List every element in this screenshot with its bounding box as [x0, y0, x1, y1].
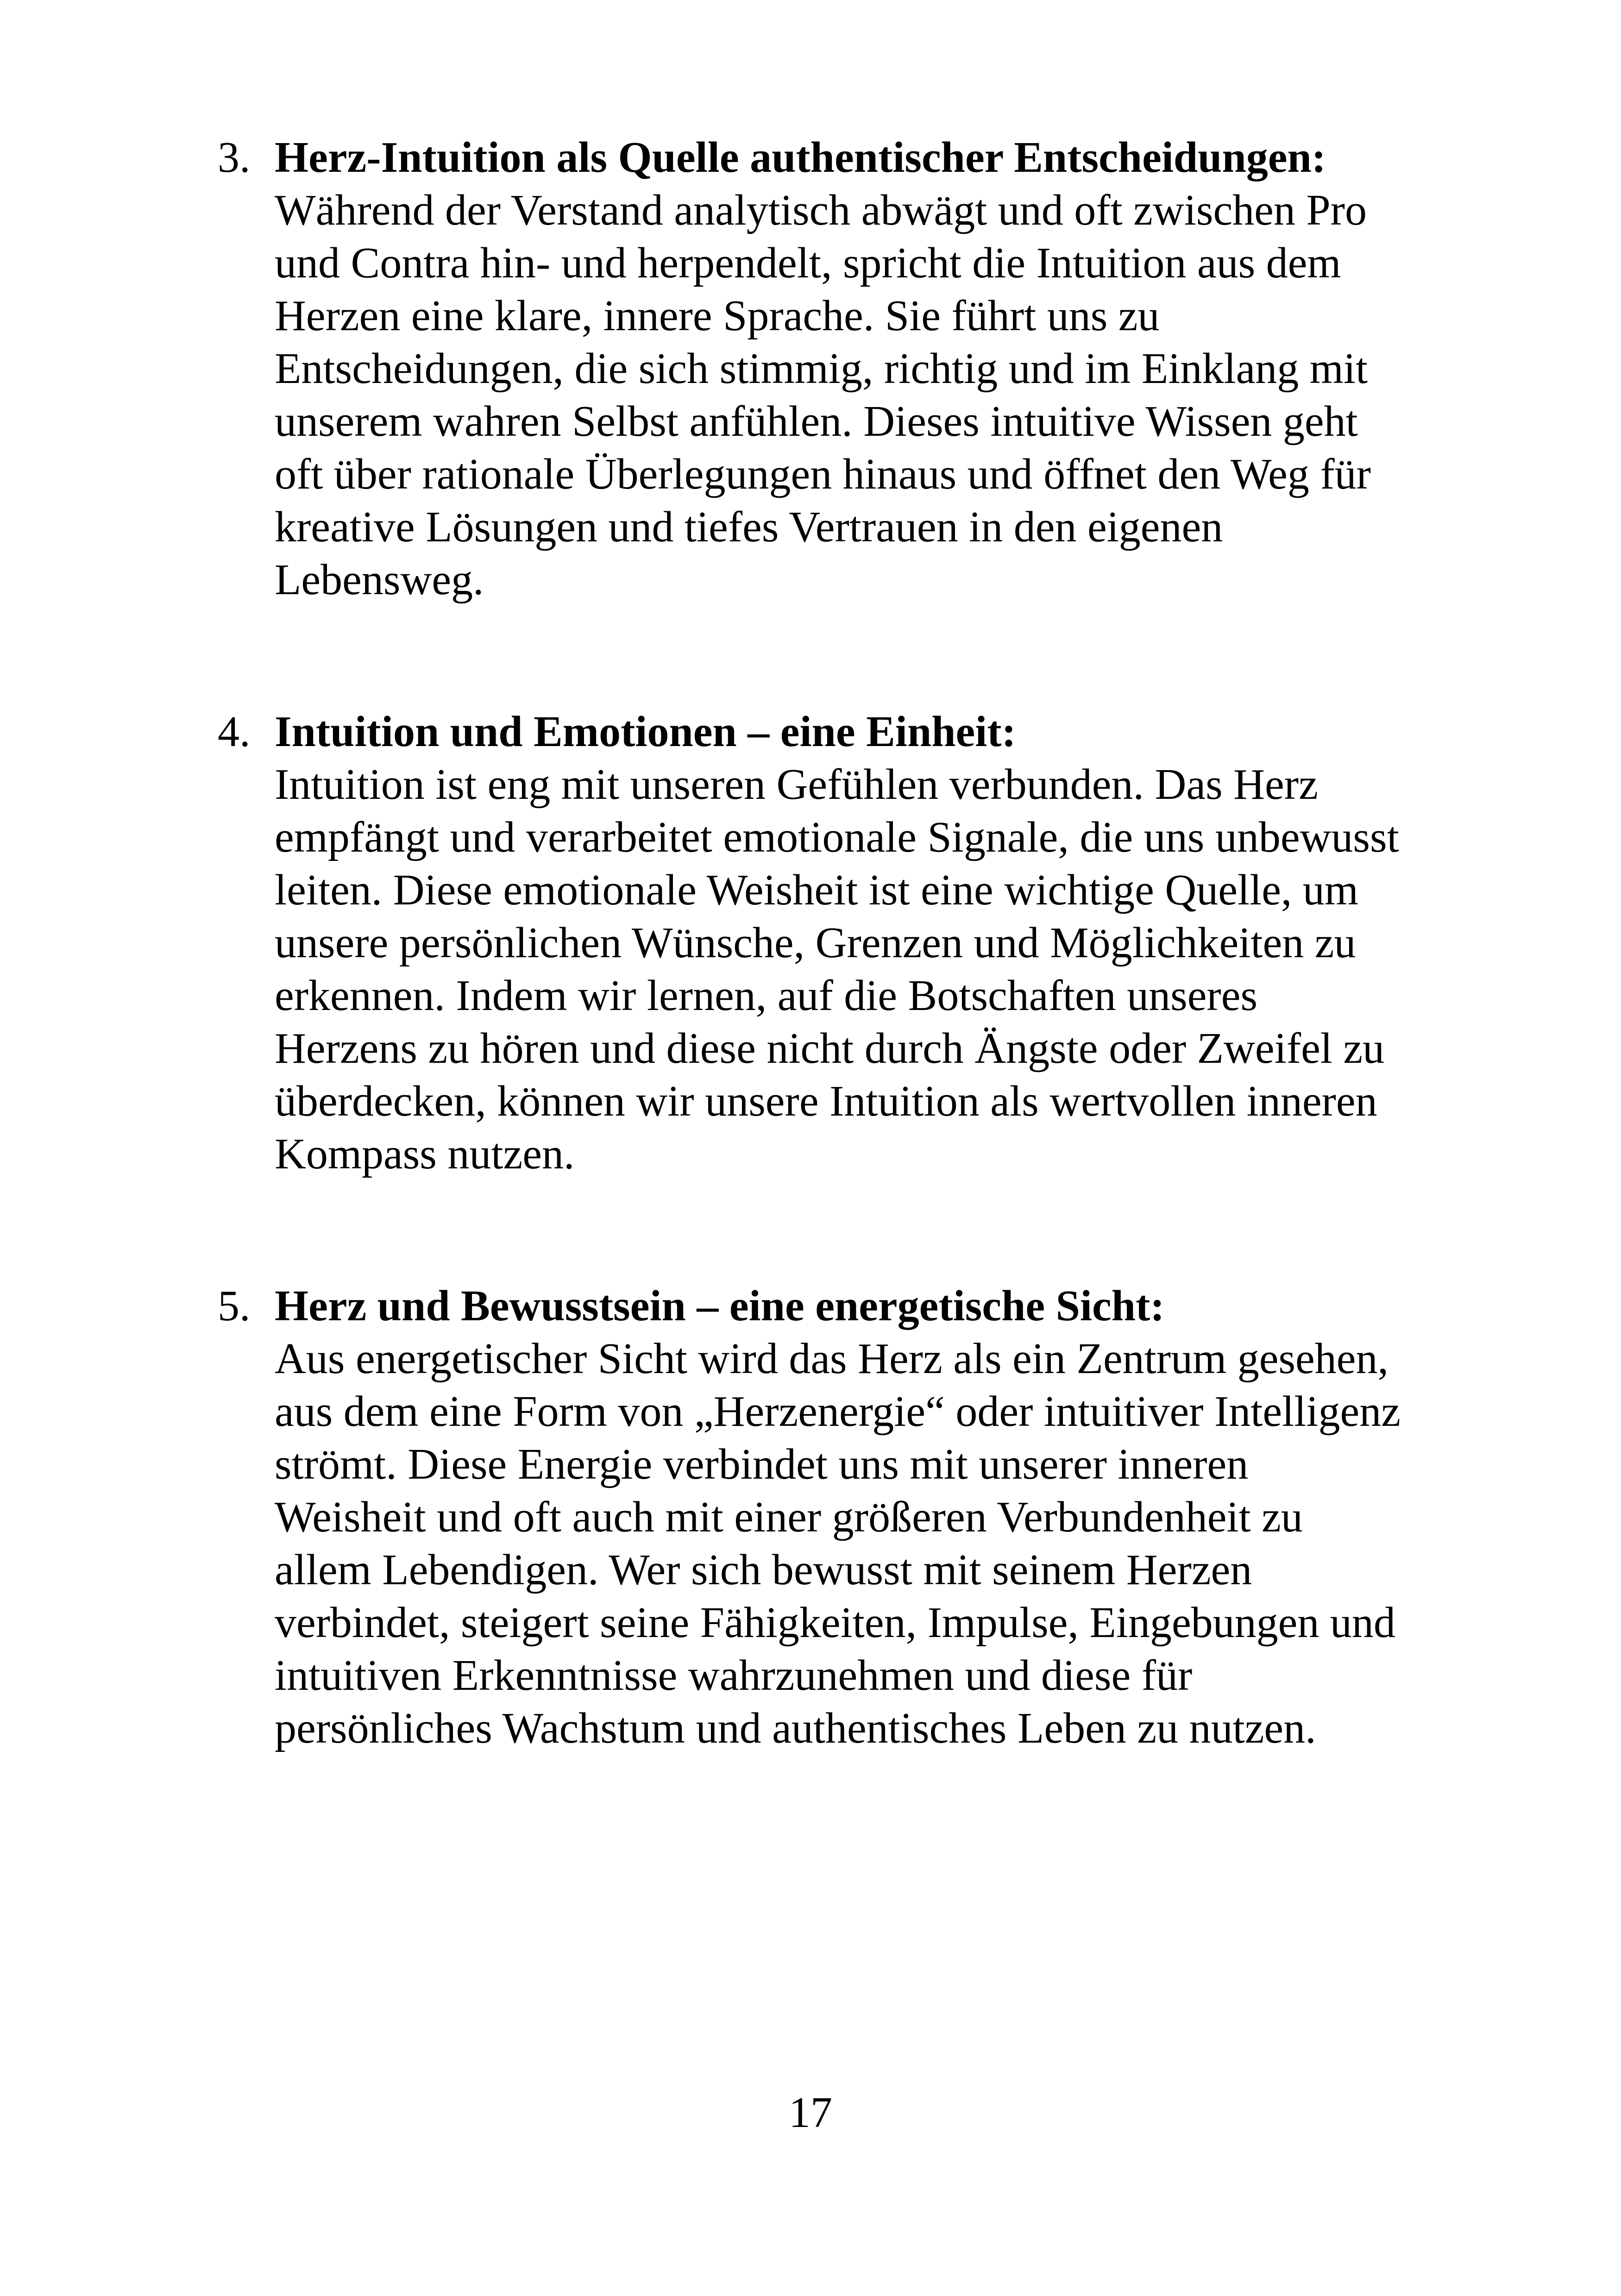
paragraph-line: Intuition ist eng mit unseren Gefühlen verbunden. Das Herz	[275, 760, 1318, 809]
list-item-body	[275, 705, 1497, 1180]
paragraph-line: Weisheit und oft auch mit einer größeren Verbundenheit zu	[275, 1493, 1303, 1541]
paragraph-line: Lebensweg.	[275, 556, 484, 604]
paragraph-line: Aus energetischer Sicht wird das Herz als ein Zentrum gesehen,	[275, 1335, 1389, 1383]
list-item-body	[275, 131, 1497, 606]
section-heading: Herz-Intuition als Quelle authentischer Entscheidungen:	[275, 133, 1326, 182]
paragraph-line: Während der Verstand analytisch abwägt und oft zwischen Pro	[275, 186, 1367, 234]
paragraph-line: erkennen. Indem wir lernen, auf die Botschaften unseres	[275, 972, 1258, 1020]
paragraph-line: strömt. Diese Energie verbindet uns mit unserer inneren	[275, 1440, 1249, 1488]
paragraph-line: persönliches Wachstum und authentisches Leben zu nutzen.	[275, 1704, 1316, 1752]
paragraph-line: überdecken, können wir unsere Intuition als wertvollen inneren	[275, 1077, 1377, 1125]
section-heading: Herz und Bewusstsein – eine energetische Sicht:	[275, 1282, 1165, 1330]
list-number: 4.	[218, 708, 251, 756]
paragraph-line: Herzen eine klare, innere Sprache. Sie führt uns zu	[275, 292, 1160, 340]
page-number: 17	[789, 2089, 832, 2137]
list-number: 5.	[218, 1282, 251, 1330]
paragraph-line: unserem wahren Selbst anfühlen. Dieses intuitive Wissen geht	[275, 397, 1358, 445]
paragraph-line: Herzens zu hören und diese nicht durch Ängste oder Zweifel zu	[275, 1024, 1385, 1073]
paragraph-line: Kompass nutzen.	[275, 1130, 575, 1178]
section-heading: Intuition und Emotionen – eine Einheit:	[275, 708, 1016, 756]
list-number: 3.	[218, 133, 251, 182]
list-item-body	[275, 1280, 1497, 1755]
paragraph-line: empfängt und verarbeitet emotionale Signale, die uns unbewusst	[275, 813, 1399, 861]
paragraph-line: kreative Lösungen und tiefes Vertrauen in den eigenen	[275, 503, 1223, 551]
paragraph-line: und Contra hin- und herpendelt, spricht die Intuition aus dem	[275, 239, 1341, 287]
paragraph-line: aus dem eine Form von „Herzenergie“ oder intuitiver Intelligenz	[275, 1387, 1401, 1436]
paragraph-line: verbindet, steigert seine Fähigkeiten, Impulse, Eingebungen und	[275, 1599, 1395, 1647]
paragraph-line: oft über rationale Überlegungen hinaus und öffnet den Weg für	[275, 450, 1371, 498]
paragraph-line: leiten. Diese emotionale Weisheit ist eine wichtige Quelle, um	[275, 866, 1359, 914]
paragraph-line: intuitiven Erkenntnisse wahrzunehmen und diese für	[275, 1651, 1193, 1700]
paragraph-line: Entscheidungen, die sich stimmig, richtig und im Einklang mit	[275, 345, 1368, 393]
paragraph-line: unsere persönlichen Wünsche, Grenzen und Möglichkeiten zu	[275, 919, 1356, 967]
paragraph-line: allem Lebendigen. Wer sich bewusst mit seinem Herzen	[275, 1546, 1252, 1594]
